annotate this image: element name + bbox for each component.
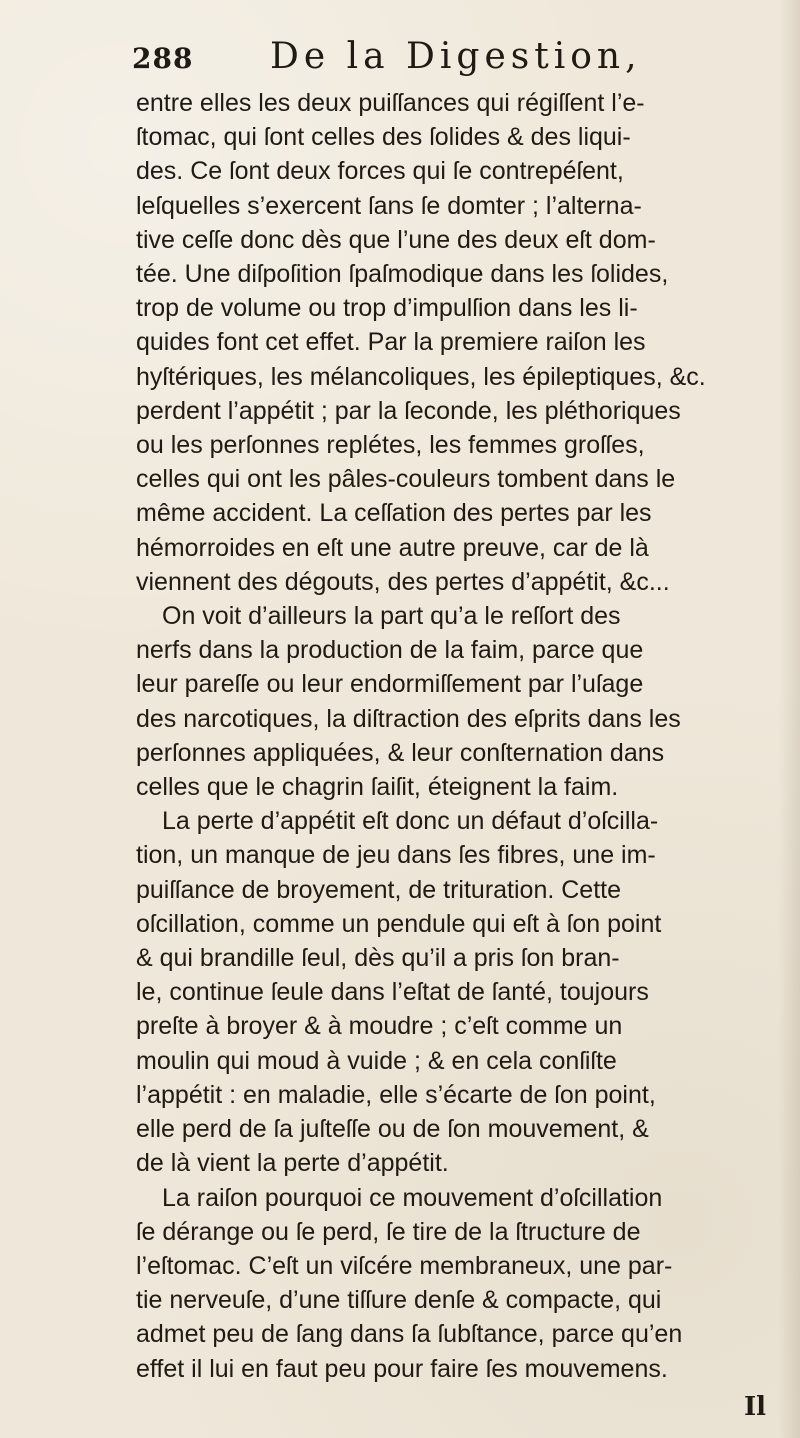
text-line: & qui brandille ſeul, dès qu’il a pris ſon bran- xyxy=(136,944,620,973)
text-line: tion, un manque de jeu dans ſes fibres, une im- xyxy=(136,841,656,870)
text-line: admet peu de ſang dans ſa ſubſtance, parce qu’en xyxy=(136,1320,683,1349)
text-line: le, continue ſeule dans l’eſtat de ſanté, toujours xyxy=(136,978,649,1007)
running-title: De la Digestion, xyxy=(270,36,642,77)
text-line: celles qui ont les pâles-couleurs tombent dans le xyxy=(136,465,676,494)
text-line: de là vient la perte d’appétit. xyxy=(136,1149,449,1178)
text-line: hémorroides en eſt une autre preuve, car de là xyxy=(136,533,649,562)
text-line: quides font cet effet. Par la premiere raiſon les xyxy=(136,328,646,357)
text-line: effet il lui en faut peu pour faire ſes mouvemens. xyxy=(136,1354,668,1383)
text-line: tée. Une diſpoſition ſpaſmodique dans les ſolides, xyxy=(136,260,669,289)
text-line: ſe dérange ou ſe perd, ſe tire de la ſtructure de xyxy=(136,1217,641,1246)
text-line: leſquelles s’exercent ſans ſe domter ; l’alterna- xyxy=(136,191,642,220)
text-line: oſcillation, comme un pendule qui eſt à ſon point xyxy=(136,909,662,938)
page-header xyxy=(132,36,772,86)
text-line: elle perd de ſa juſteſſe ou de ſon mouvement, & xyxy=(136,1115,649,1144)
text-line: perſonnes appliquées, & leur conſternation dans xyxy=(136,738,665,767)
text-line: viennent des dégouts, des pertes d’appétit, &c... xyxy=(136,567,670,596)
text-line: La raiſon pourquoi ce mouvement d’oſcillation xyxy=(162,1183,663,1212)
text-line: puiſſance de broyement, de trituration. Cette xyxy=(136,875,621,904)
text-line: tie nerveuſe, d’une tiſſure denſe & compacte, qui xyxy=(136,1286,662,1315)
text-line: hyſtériques, les mélancoliques, les épileptiques, &c. xyxy=(136,362,706,391)
text-line: perdent l’appétit ; par la ſeconde, les pléthoriques xyxy=(136,396,681,425)
text-line: des. Ce ſont deux forces qui ſe contrepéſent, xyxy=(136,157,624,186)
text-line: leur pareſſe ou leur endormiſſement par l’uſage xyxy=(136,670,644,699)
page-edge-shadow xyxy=(778,0,800,1438)
text-line: entre elles les deux puiſſances qui régiſſent l’e- xyxy=(136,89,645,117)
text-line: On voit d’ailleurs la part qu’a le reſſort des xyxy=(162,602,621,631)
catchword: Il xyxy=(743,1392,766,1422)
text-line: ſtomac, qui ſont celles des ſolides & des liqui- xyxy=(136,123,631,152)
page-number: 288 xyxy=(132,42,194,75)
text-line: preſte à broyer & à moudre ; c’eſt comme un xyxy=(136,1012,623,1041)
text-line: trop de volume ou trop d’impulſion dans les li- xyxy=(136,294,638,323)
text-line: des narcotiques, la diſtraction des eſprits dans les xyxy=(136,704,681,733)
text-line: La perte d’appétit eſt donc un défaut d’oſcilla- xyxy=(162,807,659,836)
text-line: même accident. La ceſſation des pertes par les xyxy=(136,499,652,528)
text-line: tive ceſſe donc dès que l’une des deux eſt dom- xyxy=(136,225,656,254)
text-line: nerfs dans la production de la faim, parce que xyxy=(136,636,644,665)
text-line: ou les perſonnes replétes, les femmes groſſes, xyxy=(136,431,645,460)
text-line: celles que le chagrin ſaiſit, éteignent la faim. xyxy=(136,773,619,802)
text-line: moulin qui moud à vuide ; & en cela conſiſte xyxy=(136,1046,617,1075)
text-line: l’eſtomac. C’eſt un viſcére membraneux, une par- xyxy=(136,1251,673,1280)
text-line: l’appétit : en maladie, elle s’écarte de ſon point, xyxy=(136,1080,656,1109)
page-body xyxy=(136,86,779,1386)
